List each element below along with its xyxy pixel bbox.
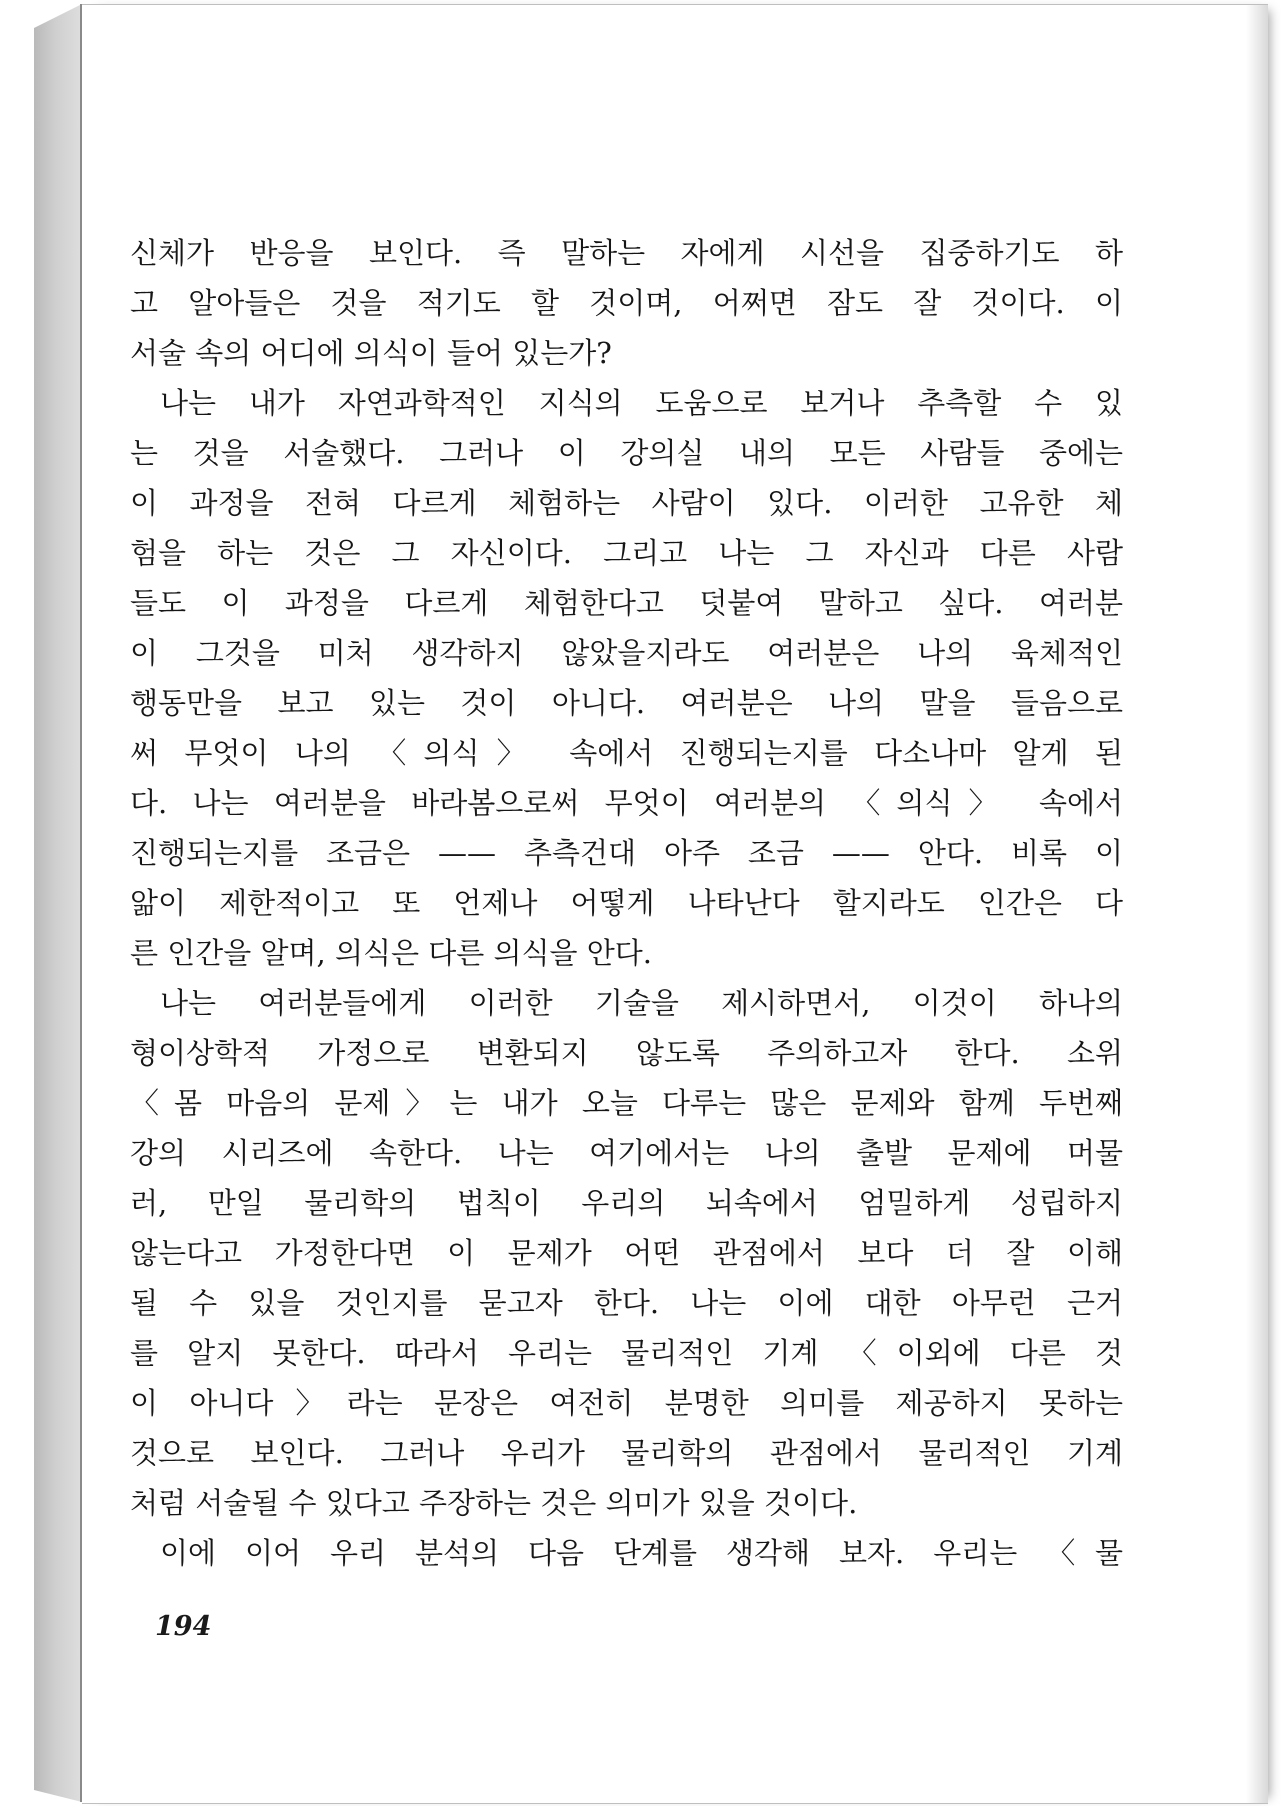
text-line: 고 알아들은 것을 적기도 할 것이며, 어쩌면 잠도 잘 것이다. 이 xyxy=(130,286,1123,320)
text-line: 를 알지 못한다. 따라서 우리는 물리적인 기계 〈이외에 다른 것 xyxy=(130,1336,1123,1370)
book-spine xyxy=(34,4,82,1802)
text-line: 이에 이어 우리 분석의 다음 단계를 생각해 보자. 우리는 〈물 xyxy=(160,1536,1123,1570)
text-line: 이 아니다〉라는 문장은 여전히 분명한 의미를 제공하지 못하는 xyxy=(130,1386,1123,1420)
text-line: 나는 여러분들에게 이러한 기술을 제시하면서, 이것이 하나의 xyxy=(160,986,1123,1020)
text-line: 이 그것을 미처 생각하지 않았을지라도 여러분은 나의 육체적인 xyxy=(130,636,1123,670)
text-line: 형이상학적 가정으로 변환되지 않도록 주의하고자 한다. 소위 xyxy=(130,1036,1123,1070)
text-line: 될 수 있을 것인지를 묻고자 한다. 나는 이에 대한 아무런 근거 xyxy=(130,1286,1123,1320)
text-line: 강의 시리즈에 속한다. 나는 여기에서는 나의 출발 문제에 머물 xyxy=(130,1136,1123,1170)
text-line: 나는 내가 자연과학적인 지식의 도움으로 보거나 추측할 수 있 xyxy=(160,386,1123,420)
text-line: 써 무엇이 나의 〈의식〉 속에서 진행되는지를 다소나마 알게 된 xyxy=(130,736,1123,770)
page-number: 194 xyxy=(155,1611,212,1642)
text-line: 른 인간을 알며, 의식은 다른 의식을 안다. xyxy=(130,936,652,970)
text-line: 들도 이 과정을 다르게 체험한다고 덧붙여 말하고 싶다. 여러분 xyxy=(130,586,1123,620)
text-line: 이 과정을 전혀 다르게 체험하는 사람이 있다. 이러한 고유한 체 xyxy=(130,486,1123,520)
text-line: 신체가 반응을 보인다. 즉 말하는 자에게 시선을 집중하기도 하 xyxy=(130,236,1123,270)
text-line: 않는다고 가정한다면 이 문제가 어떤 관점에서 보다 더 잘 이해 xyxy=(130,1236,1123,1270)
text-line: 처럼 서술될 수 있다고 주장하는 것은 의미가 있을 것이다. xyxy=(130,1486,858,1520)
text-line: 행동만을 보고 있는 것이 아니다. 여러분은 나의 말을 들음으로 xyxy=(130,686,1123,720)
page-edge-shadow xyxy=(1246,5,1268,1803)
text-line: 서술 속의 어디에 의식이 들어 있는가? xyxy=(130,336,612,370)
text-line: 는 것을 서술했다. 그러나 이 강의실 내의 모든 사람들 중에는 xyxy=(130,436,1123,470)
text-line: 다. 나는 여러분을 바라봄으로써 무엇이 여러분의 〈의식〉 속에서 xyxy=(130,786,1123,820)
text-line: 앎이 제한적이고 또 언제나 어떻게 나타난다 할지라도 인간은 다 xyxy=(130,886,1123,920)
body-text xyxy=(130,228,1123,1578)
text-line: 진행되는지를 조금은 —— 추측건대 아주 조금 —— 안다. 비록 이 xyxy=(130,836,1123,870)
text-line: 〈몸 마음의 문제〉는 내가 오늘 다루는 많은 문제와 함께 두번째 xyxy=(130,1086,1123,1120)
text-line: 러, 만일 물리학의 법칙이 우리의 뇌속에서 엄밀하게 성립하지 xyxy=(130,1186,1123,1220)
text-line: 것으로 보인다. 그러나 우리가 물리학의 관점에서 물리적인 기계 xyxy=(130,1436,1123,1470)
text-line: 험을 하는 것은 그 자신이다. 그리고 나는 그 자신과 다른 사람 xyxy=(130,536,1123,570)
